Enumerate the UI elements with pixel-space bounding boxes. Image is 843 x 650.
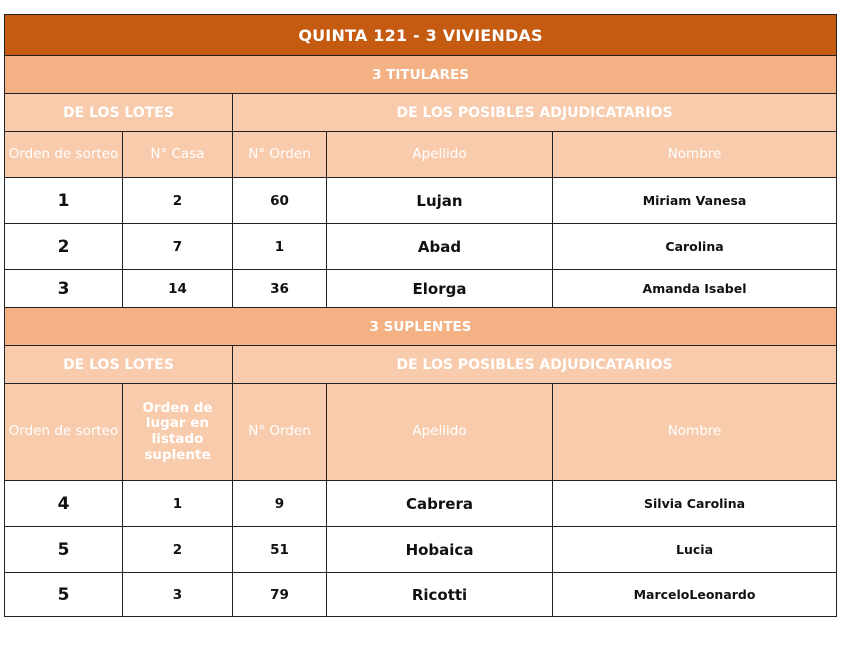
titulares-col-casa: N° Casa [123,132,233,178]
titulares-group-adjudicatarios: DE LOS POSIBLES ADJUDICATARIOS [233,94,837,132]
orden-sorteo-cell: 2 [5,224,123,270]
apellido-cell: Abad [327,224,553,270]
table-row [5,573,837,617]
casa-cell: 14 [123,270,233,308]
orden-cell: 79 [233,573,327,617]
orden-sorteo-cell: 4 [5,481,123,527]
apellido-cell: Cabrera [327,481,553,527]
orden-cell: 9 [233,481,327,527]
titulares-col-apellido: Apellido [327,132,553,178]
table-row [5,527,837,573]
casa-cell: 2 [123,178,233,224]
suplentes-col-orden-sorteo: Orden de sorteo [5,384,123,481]
orden-sorteo-cell: 1 [5,178,123,224]
nombre-cell: Miriam Vanesa [553,178,837,224]
orden-cell: 1 [233,224,327,270]
apellido-cell: Elorga [327,270,553,308]
orden-sorteo-cell: 5 [5,527,123,573]
casa-cell: 7 [123,224,233,270]
table-row [5,270,837,308]
lugar-cell: 1 [123,481,233,527]
nombre-cell: MarceloLeonardo [553,573,837,617]
table-row [5,224,837,270]
table-row [5,481,837,527]
orden-cell: 36 [233,270,327,308]
suplentes-col-orden: N° Orden [233,384,327,481]
orden-sorteo-cell: 5 [5,573,123,617]
nombre-cell: Amanda Isabel [553,270,837,308]
suplentes-col-nombre: Nombre [553,384,837,481]
apellido-cell: Ricotti [327,573,553,617]
apellido-cell: Hobaica [327,527,553,573]
titulares-col-orden: N° Orden [233,132,327,178]
table-title: QUINTA 121 - 3 VIVIENDAS [5,15,837,56]
suplentes-col-apellido: Apellido [327,384,553,481]
table-row [5,178,837,224]
suplentes-col-lugar: Orden de lugar en listado suplente [123,384,233,481]
nombre-cell: Carolina [553,224,837,270]
suplentes-heading: 3 SUPLENTES [5,308,837,346]
suplentes-group-adjudicatarios: DE LOS POSIBLES ADJUDICATARIOS [233,346,837,384]
titulares-group-lotes: DE LOS LOTES [5,94,233,132]
titulares-col-nombre: Nombre [553,132,837,178]
nombre-cell: Silvia Carolina [553,481,837,527]
lugar-cell: 3 [123,573,233,617]
titulares-col-orden-sorteo: Orden de sorteo [5,132,123,178]
suplentes-group-lotes: DE LOS LOTES [5,346,233,384]
apellido-cell: Lujan [327,178,553,224]
orden-cell: 51 [233,527,327,573]
lugar-cell: 2 [123,527,233,573]
lottery-results-table [4,14,837,617]
titulares-heading: 3 TITULARES [5,56,837,94]
orden-cell: 60 [233,178,327,224]
nombre-cell: Lucia [553,527,837,573]
orden-sorteo-cell: 3 [5,270,123,308]
